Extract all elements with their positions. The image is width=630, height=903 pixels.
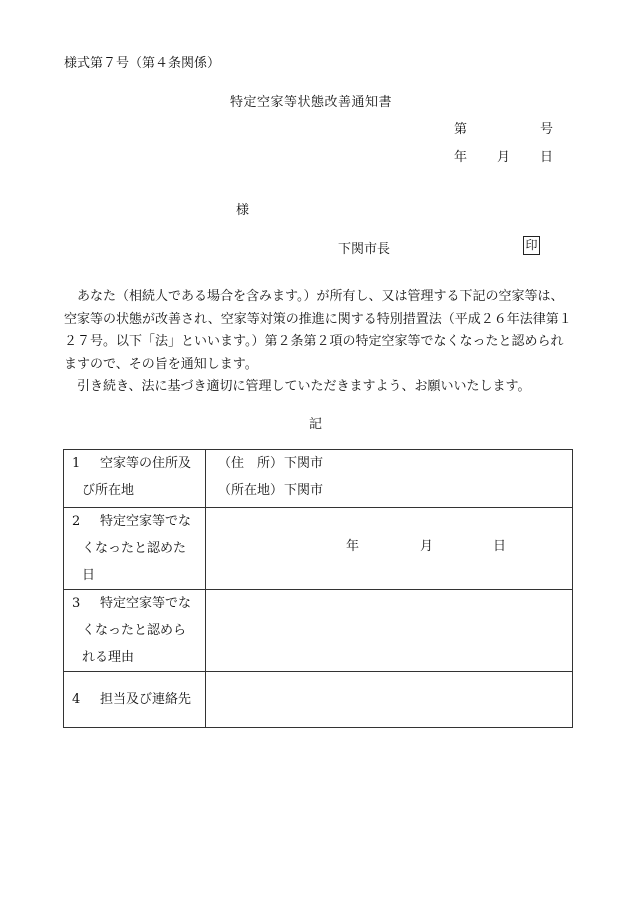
sender-name: 下関市長 (338, 242, 391, 257)
table-row (64, 590, 573, 672)
seal-stamp-box: 印 (523, 236, 540, 255)
row-label-text: 日 (82, 568, 96, 583)
residence-value: 下関市 (284, 456, 324, 471)
row-label-text: れる理由 (82, 650, 135, 665)
location-tag: （所在地） (218, 483, 284, 498)
form-number-label: 様式第７号（第４条関係） (64, 56, 221, 71)
row-label-reason (64, 590, 206, 672)
address-cell (206, 450, 573, 508)
details-table (63, 449, 573, 728)
row-number: 3 (72, 596, 81, 611)
row-label-text: 特定空家等でな (100, 514, 192, 529)
addressee-honorific: 様 (236, 203, 250, 218)
row-label-text: 担当及び連絡先 (100, 692, 192, 707)
row-number: 2 (72, 514, 81, 529)
row-label-text: 特定空家等でな (100, 596, 192, 611)
row-label-address (64, 450, 206, 508)
issue-date-year: 年 (454, 150, 468, 165)
notice-body (64, 286, 572, 399)
notice-paragraph-2: 引き続き、法に基づき適切に管理していただきますよう、お願いいたします。 (77, 379, 531, 394)
row-number: 1 (72, 456, 81, 471)
row-number: 4 (72, 692, 81, 707)
table-row (64, 450, 573, 508)
recognized-date-month: 月 (420, 539, 434, 554)
notice-number-suffix: 号 (540, 122, 554, 137)
reason-cell (206, 590, 573, 672)
row-label-text: くなったと認めら (82, 623, 187, 638)
table-row (64, 672, 573, 728)
ki-heading: 記 (309, 417, 323, 432)
recognized-date-year: 年 (346, 539, 360, 554)
residence-tag: （住 所） (218, 456, 284, 471)
recognized-date-cell (206, 508, 573, 590)
location-value: 下関市 (284, 483, 324, 498)
row-label-date (64, 508, 206, 590)
table-row (64, 508, 573, 590)
issue-date-month: 月 (497, 150, 511, 165)
issue-date-day: 日 (540, 150, 554, 165)
contact-cell (206, 672, 573, 728)
notice-number-prefix: 第 (454, 122, 468, 137)
row-label-text: くなったと認めた (82, 541, 187, 556)
notice-paragraph-1: あなた（相続人である場合を含みます。）が所有し、又は管理する下記の空家等は、空家等の状態が改善され、空家等対策の推進に関する特別措置法（平成２６年法律第１２７号。以下「法」といいます。）第２条第２項の特定空家等でなくなったと認められますので、その旨を通知します。 (64, 289, 572, 372)
row-label-text: 空家等の住所及 (100, 456, 192, 471)
recognized-date-day: 日 (493, 539, 507, 554)
row-label-contact (64, 672, 206, 728)
row-label-text: び所在地 (82, 483, 135, 498)
document-title: 特定空家等状態改善通知書 (230, 95, 393, 110)
